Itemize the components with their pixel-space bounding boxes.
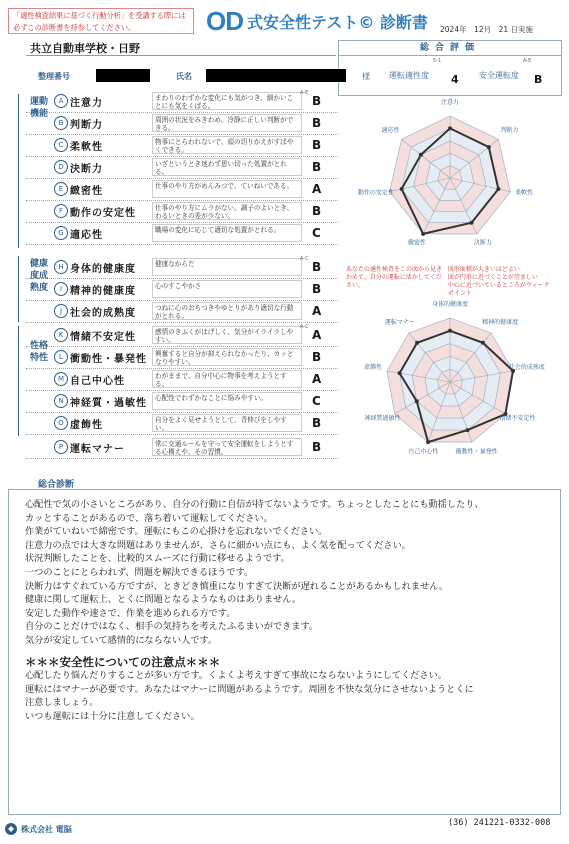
item-description: 職場の変化に応じて適切な処置がとれる。 — [152, 224, 302, 242]
item-description: 心配性でわずかなことに悩みやすい。 — [152, 392, 302, 410]
overall-evaluation — [338, 40, 562, 96]
item-name: 注意力 — [70, 98, 103, 109]
table-row — [26, 390, 338, 413]
chart-note — [346, 266, 556, 297]
item-key-badge: L — [54, 350, 68, 364]
axis-label: 社会的成熟度 — [508, 363, 545, 371]
summary-line: 安定した動作や速さで、作業を進められる方です。 — [25, 607, 236, 619]
axis-label: 身体的健康度 — [431, 301, 469, 308]
od-logo: OD — [206, 5, 243, 36]
axis-label: 自己中心性 — [408, 448, 439, 456]
item-grade: B — [312, 94, 322, 108]
safety-scale: A-E — [523, 58, 532, 64]
item-name: 判断力 — [70, 120, 103, 131]
redacted-id — [96, 69, 150, 82]
axis-label: 決断力 — [473, 239, 492, 247]
aptitude-scale: 5-1 — [433, 58, 442, 64]
item-key-badge: N — [54, 394, 68, 408]
item-grade: C — [312, 226, 321, 240]
summary-line: 一つのことにとらわれず、問題を解決できるほうです。 — [25, 566, 254, 578]
category-motor: 運動機能 — [30, 97, 49, 119]
item-description: まわりのわずかな変化にも気がつき、細かいことにも気をくばる。 — [152, 92, 302, 110]
item-name: 動作の安定性 — [70, 208, 136, 219]
item-description: 感情のきふくがはげしく、気分がイライラしやすい。 — [152, 326, 302, 344]
table-row — [26, 178, 338, 201]
score-point — [481, 341, 485, 345]
table-row — [26, 256, 338, 279]
axis-label: 衝動性・暴発性 — [455, 448, 498, 456]
summary-title: 総合診断 — [38, 480, 75, 490]
table-row — [26, 324, 338, 347]
score-point — [470, 221, 474, 225]
item-description: 自分をよく見せようとして、背伸びをしやすい。 — [152, 414, 302, 432]
evaluation-title: 総合評価 — [339, 41, 561, 56]
table-row — [26, 222, 338, 245]
axis-label: 運転マナー — [384, 318, 415, 326]
item-name: 適応性 — [70, 230, 103, 241]
item-grade: A — [312, 182, 322, 196]
summary-line: 健康に関して運転上、とくに問題となるようなものはありません。 — [25, 594, 302, 606]
aptitude-label: 運転適性度 — [389, 71, 429, 80]
item-description: 仕事のやり方にムラがない。調子のよいとき、わるいときの差が少ない。 — [152, 202, 302, 220]
radar-chart-motor — [340, 92, 560, 260]
axis-label: 虚飾性 — [364, 363, 383, 371]
score-point — [426, 440, 430, 444]
item-name: 運転マナー — [70, 444, 125, 455]
chart-note-left: あなたの適性検査をこの図から見きわめて、自分の運転に活かしてください。 — [346, 266, 443, 289]
scale-health: A-C — [300, 256, 309, 262]
axis-label: 注意力 — [440, 99, 460, 106]
axis-label: 神経質過敏性 — [364, 415, 401, 422]
item-key-badge: H — [54, 260, 68, 274]
honorific: 様 — [362, 72, 370, 81]
category-bar-health — [18, 256, 19, 322]
item-key-badge: M — [54, 372, 68, 386]
table-row — [26, 112, 338, 135]
summary-line: 状況判断したことを、比較的スムーズに行動に移せるようです。 — [25, 553, 290, 565]
company-name: 株式会社 電脳 — [21, 824, 72, 834]
caution-line: いつも運転には十分に注意してください。 — [25, 710, 200, 722]
item-grade: A — [312, 372, 322, 386]
category-bar-personality — [18, 326, 19, 436]
item-name: 決断力 — [70, 164, 103, 175]
score-point — [400, 187, 404, 191]
table-row — [26, 346, 338, 369]
school-name: 共立自動車学校・日野 — [30, 42, 140, 55]
item-name: 自己中心性 — [70, 376, 125, 387]
item-key-badge: K — [54, 328, 68, 342]
item-description: 周囲の状況をみきわめ、冷静に正しい判断ができる。 — [152, 114, 302, 132]
name-label: 氏名 — [176, 72, 192, 81]
axis-label: 緻密性 — [408, 239, 427, 247]
axis-label: 柔軟性 — [515, 189, 534, 197]
chart-note-2: 図が円形に近づくことが望ましい — [447, 274, 538, 281]
score-point — [398, 371, 402, 375]
item-grade: B — [312, 440, 322, 454]
summary-line: 注意力の点では大きな問題はありませんが、さらに細かい点にも、よく気を配ってください。 — [25, 539, 411, 551]
aptitude-value: 4 — [451, 73, 459, 86]
score-point — [496, 187, 500, 191]
table-row — [26, 436, 338, 459]
axis-label: 判断力 — [500, 126, 519, 134]
id-row — [26, 68, 370, 84]
item-name: 緻密性 — [70, 186, 103, 197]
safety-label: 安全運転度 — [479, 71, 519, 80]
item-description: 健康なからだ — [152, 258, 302, 276]
caution-line: 心配したり悩んだりすることが多い方です。くよくよ考えすぎて事故にならないようにしてください。 — [25, 670, 447, 682]
summary-line: 心配性で気の小さいところがあり、自分の行動に自信が持てないようです。ちょっとしたことにも動揺したり、 — [25, 499, 484, 510]
table-row — [26, 200, 338, 223]
axis-label: 精神的健康度 — [482, 318, 519, 326]
item-description: わがままで、自分中心に物事を考えようとする。 — [152, 370, 302, 388]
item-name: 衝動性・暴発性 — [70, 354, 147, 365]
table-row — [26, 300, 338, 323]
item-grade: B — [312, 138, 322, 152]
item-name: 神経質・過敏性 — [70, 398, 147, 409]
score-point — [466, 428, 470, 432]
summary-line: カッとすることがあるので、落ち着いて運転してください。 — [25, 512, 273, 524]
summary-line: 気分が安定していて感情的にならない人です。 — [25, 634, 218, 646]
test-date: 2024年 12月 21 日実施 — [440, 25, 534, 34]
item-key-badge: O — [54, 416, 68, 430]
item-key-badge: D — [54, 160, 68, 174]
document-code: (36) 241221-0332-008 — [448, 818, 551, 828]
table-row — [26, 368, 338, 391]
company-logo — [4, 822, 72, 836]
item-description: 物事にとらわれないで、頭の切りかえがすばやくできる。 — [152, 136, 302, 154]
score-point — [415, 341, 419, 345]
summary-line: 自分のことだけではなく、相手の気持ちを考えたふるまいができます。 — [25, 621, 319, 633]
item-grade: B — [312, 282, 322, 296]
item-grade: B — [312, 416, 322, 430]
item-key-badge: B — [54, 116, 68, 130]
item-name: 身体的健康度 — [70, 264, 136, 275]
table-row — [26, 90, 338, 113]
caution-line: 運転にはマナーが必要です。あなたはマナーに問題があるようです。周囲を不快な気分にさせないようとくに — [25, 683, 474, 695]
category-personality: 性格特性 — [30, 341, 49, 363]
item-key-badge: A — [54, 94, 68, 108]
id-label: 整理番号 — [38, 72, 70, 81]
category-bar-motor — [18, 94, 19, 248]
category-health: 健康度成熟度 — [30, 259, 49, 293]
axis-label: 情緒不安定性 — [499, 415, 536, 422]
item-description: 興奮すると自分が抑えられなかったり、カッとなりやすい。 — [152, 348, 302, 366]
redacted-name — [206, 69, 346, 82]
item-key-badge: E — [54, 182, 68, 196]
table-row — [26, 278, 338, 301]
axis-label: 動作の安定性 — [357, 189, 394, 197]
item-grade: C — [312, 394, 321, 408]
item-description: つねに心のおちつきやゆとりがあり適切な行動がとれる。 — [152, 302, 302, 320]
scale-personality: A-C — [300, 324, 309, 330]
chart-note-3: 中心に近づいているところがウィークポイント — [447, 282, 550, 297]
item-key-badge: I — [54, 282, 68, 296]
scale-motor: A-E — [300, 90, 309, 96]
table-row — [26, 412, 338, 435]
item-key-badge: G — [54, 226, 68, 240]
item-key-badge: P — [54, 440, 68, 454]
score-point — [487, 145, 491, 149]
score-point — [448, 126, 452, 130]
axis-label: 適応性 — [381, 126, 400, 134]
item-grade: B — [312, 350, 322, 364]
page-title: 式安全性テスト© 診断書 — [247, 12, 428, 32]
summary-box — [8, 489, 561, 815]
item-name: 精神的健康度 — [70, 286, 136, 297]
caution-line: 注意しましょう。 — [25, 697, 99, 709]
item-description: 常に交通ルールを守って安全運転をしようとする心構えや、その習慣。 — [152, 438, 302, 456]
divider — [26, 55, 336, 56]
safety-value: B — [534, 73, 543, 86]
table-row — [26, 156, 338, 179]
item-description: 仕事のやり方がめんみつで、ていねいである。 — [152, 180, 302, 198]
item-grade: B — [312, 204, 322, 218]
chart-note-1: 図形面積が大きいほどよい — [447, 266, 520, 273]
item-grade: A — [312, 304, 322, 318]
company-icon — [4, 822, 18, 836]
score-point — [419, 153, 423, 157]
item-grade: B — [312, 116, 322, 130]
title — [206, 6, 428, 36]
item-grade: B — [312, 160, 322, 174]
item-grade: B — [312, 260, 322, 274]
item-description: 心のすこやかさ — [152, 280, 302, 298]
caution-title: ＊＊＊安全性についての注意点＊＊＊ — [25, 654, 221, 669]
item-key-badge: J — [54, 304, 68, 318]
item-key-badge: C — [54, 138, 68, 152]
item-name: 虚飾性 — [70, 420, 103, 431]
item-description: いざというとき迷わず思い切った処置がとれる。 — [152, 158, 302, 176]
summary-line: 作業がていねいで綿密です。運転にもこの心掛けを忘れないでください。 — [25, 526, 328, 538]
item-grade: A — [312, 328, 322, 342]
table-row — [26, 134, 338, 157]
item-name: 情緒不安定性 — [70, 332, 136, 343]
score-point — [415, 399, 419, 403]
item-name: 社会的成熟度 — [70, 308, 136, 319]
score-point — [448, 329, 452, 333]
summary-text — [25, 498, 555, 724]
score-point — [421, 232, 425, 236]
radar-chart-personality — [340, 296, 560, 464]
item-key-badge: F — [54, 204, 68, 218]
item-name: 柔軟性 — [70, 142, 103, 153]
notice-box: 「適性検査結果に基づく行動分析」を受講する際には必ずこの診断書を持参してください。 — [8, 8, 194, 34]
summary-line: 決断力はすぐれている方ですが、ときどき慎重になりすぎて決断が遅れることがあるかもしれません。 — [25, 580, 449, 592]
